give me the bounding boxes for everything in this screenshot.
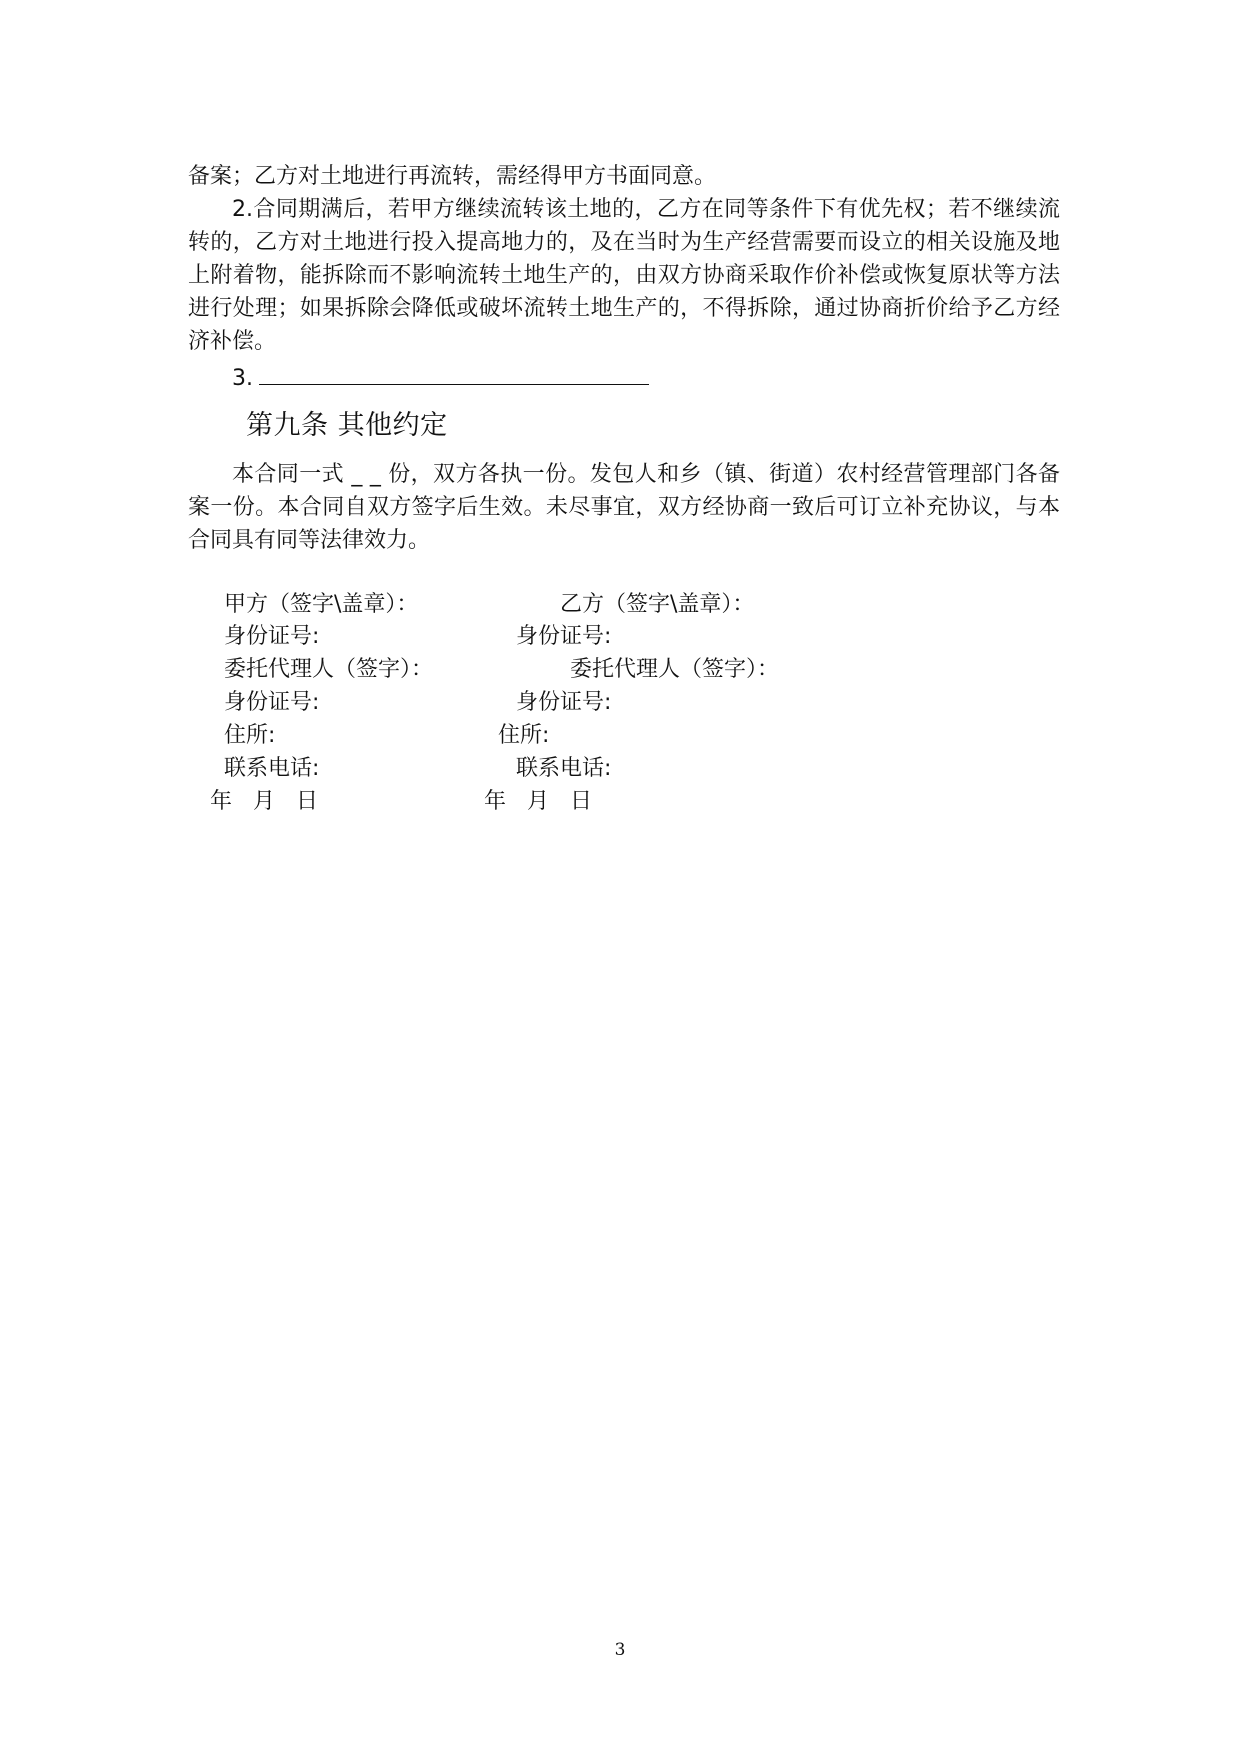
clause9-body: 本合同一式 _ _ 份，双方各执一份。发包人和乡（镇、街道）农村经营管理部门各备案一份。本合同自双方签字后生效。未尽事宜，双方经协商一致后可订立补充协议，与本合同具有同等法律效力。 bbox=[188, 462, 1060, 553]
clause8-item3-label: 3. bbox=[232, 366, 253, 391]
party-a-id-no: 身份证号: bbox=[224, 624, 320, 649]
party-a-phone: 联系电话: bbox=[224, 756, 320, 781]
party-b-title: 乙方（签字\盖章）： bbox=[560, 592, 755, 617]
party-b-agent-id-no: 身份证号: bbox=[516, 690, 612, 715]
party-b-phone: 联系电话: bbox=[516, 756, 612, 781]
party-a-title: 甲方（签字\盖章）： bbox=[224, 592, 419, 617]
clause8-item3 bbox=[232, 362, 649, 395]
clause8-item2: 2.合同期满后，若甲方继续流转该土地的，乙方在同等条件下有优先权；若不继续流转的，乙方对土地进行投入提高地力的，及在当时为生产经营需要而设立的相关设施及地上附着物，能拆除而不影响流转土地生产的，由双方协商采取作价补偿或恢复原状等方法进行处理；如果拆除会降低或破坏流转土地生产的，不得拆除，通过协商折价给予乙方经济补偿。 bbox=[188, 197, 1060, 354]
clause8-continuation bbox=[188, 160, 1060, 358]
page-number: 3 bbox=[614, 1640, 626, 1660]
party-a-address: 住所: bbox=[224, 723, 276, 748]
party-a-agent-id-no: 身份证号: bbox=[224, 690, 320, 715]
party-a-date: 年 月 日 bbox=[210, 789, 318, 814]
clause8-line1: 备案；乙方对土地进行再流转，需经得甲方书面同意。 bbox=[188, 164, 717, 189]
clause8-item3-blank bbox=[259, 362, 649, 385]
party-a-agent: 委托代理人（签字）： bbox=[224, 657, 434, 682]
party-b-address: 住所: bbox=[498, 723, 550, 748]
party-b-date: 年 月 日 bbox=[484, 789, 592, 814]
clause9-heading: 第九条 其他约定 bbox=[246, 410, 448, 441]
party-b-agent: 委托代理人（签字）： bbox=[570, 657, 780, 682]
party-b-id-no: 身份证号: bbox=[516, 624, 612, 649]
